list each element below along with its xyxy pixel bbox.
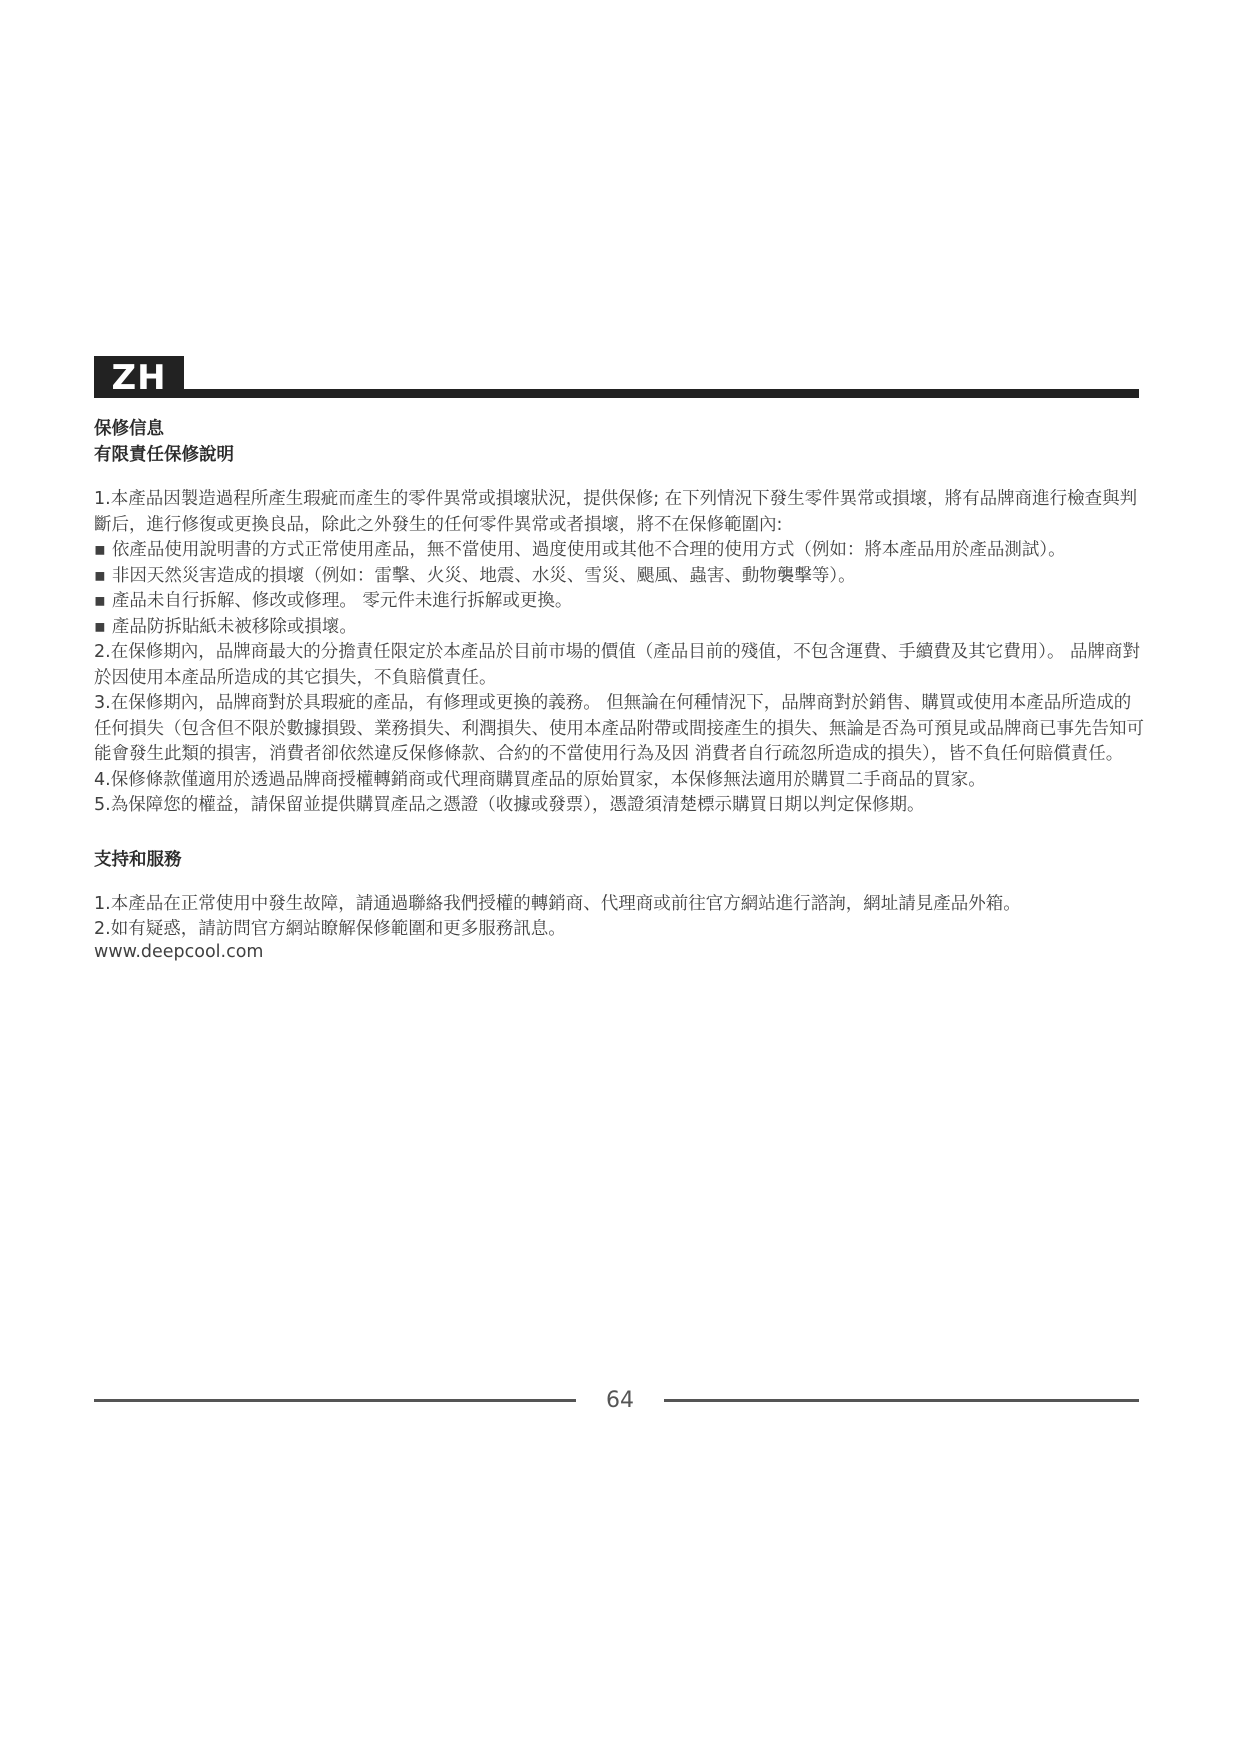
warranty-clause-4: 4.保修條款僅適用於透過品牌商授權轉銷商或代理商購買產品的原始買家，本保修無法適用於購買二手商品的買家。 xyxy=(94,769,986,790)
page-footer xyxy=(94,1386,1139,1416)
footer-rule-left xyxy=(94,1399,576,1402)
support-item-1: 1.本產品在正常使用中發生故障，請通過聯絡我們授權的轉銷商、代理商或前往官方網站進行諮詢，網址請見產品外箱。 xyxy=(94,893,1021,914)
warranty-condition-2: ▪ 非因天然災害造成的損壞（例如：雷擊、火災、地震、水災、雪災、颶風、蟲害、動物襲擊等）。 xyxy=(94,564,1144,590)
support-title: 支持和服務 xyxy=(94,849,182,870)
website-url: www.deepcool.com xyxy=(94,941,264,962)
warranty-clause-2: 2.在保修期內，品牌商最大的分擔責任限定於本產品於目前市場的價值（產品目前的殘值，不包含運費、手續費及其它費用）。 品牌商對於因使用本產品所造成的其它損失，不負賠償責任。 xyxy=(94,642,1141,688)
footer-rule-right xyxy=(664,1399,1139,1402)
page-content xyxy=(94,416,1144,961)
warranty-clause-5: 5.為保障您的權益，請保留並提供購買產品之憑證（收據或發票），憑證須清楚標示購買日期以判定保修期。 xyxy=(94,795,925,815)
section-header xyxy=(94,356,1139,398)
language-badge: ZH xyxy=(94,356,184,398)
warranty-subtitle: 有限責任保修說明 xyxy=(94,445,234,465)
warranty-condition-1: ▪ 依產品使用說明書的方式正常使用產品，無不當使用、過度使用或其他不合理的使用方式（例如：將本產品用於產品測試）。 xyxy=(94,538,1144,564)
warranty-condition-4: ▪ 產品防拆貼紙未被移除或損壞。 xyxy=(94,615,1144,641)
warranty-clause-1: 1.本產品因製造過程所產生瑕疵而產生的零件異常或損壞狀況，提供保修; 在下列情況下發生零件異常或損壞，將有品牌商進行檢查與判斷后，進行修復或更換良品，除此之外發生的任何零件異常或者損壞，將不在保修範圍內: xyxy=(94,489,1138,535)
page-number: 64 xyxy=(606,1388,634,1413)
warranty-condition-3: ▪ 產品未自行拆解、修改或修理。 零元件未進行拆解或更換。 xyxy=(94,589,1144,615)
warranty-clause-3: 3.在保修期內，品牌商對於具瑕疵的產品，有修理或更換的義務。 但無論在何種情況下，品牌商對於銷售、購買或使用本產品所造成的任何損失（包含但不限於數據損毀、業務損失、利潤損失、使用本產品附帶或間接產生的損失、無論是否為可預見或品牌商已事先告知可能會發生此類的損害，消費者卻依然違反保修條款、合約的不當使用行為及因 消費者自行疏忽所造成的損失），皆不負任何賠償責任。 xyxy=(94,693,1144,764)
header-rule xyxy=(184,389,1139,398)
warranty-title: 保修信息 xyxy=(94,419,164,439)
support-item-2: 2.如有疑惑，請訪問官方網站瞭解保修範圍和更多服務訊息。 xyxy=(94,919,566,939)
